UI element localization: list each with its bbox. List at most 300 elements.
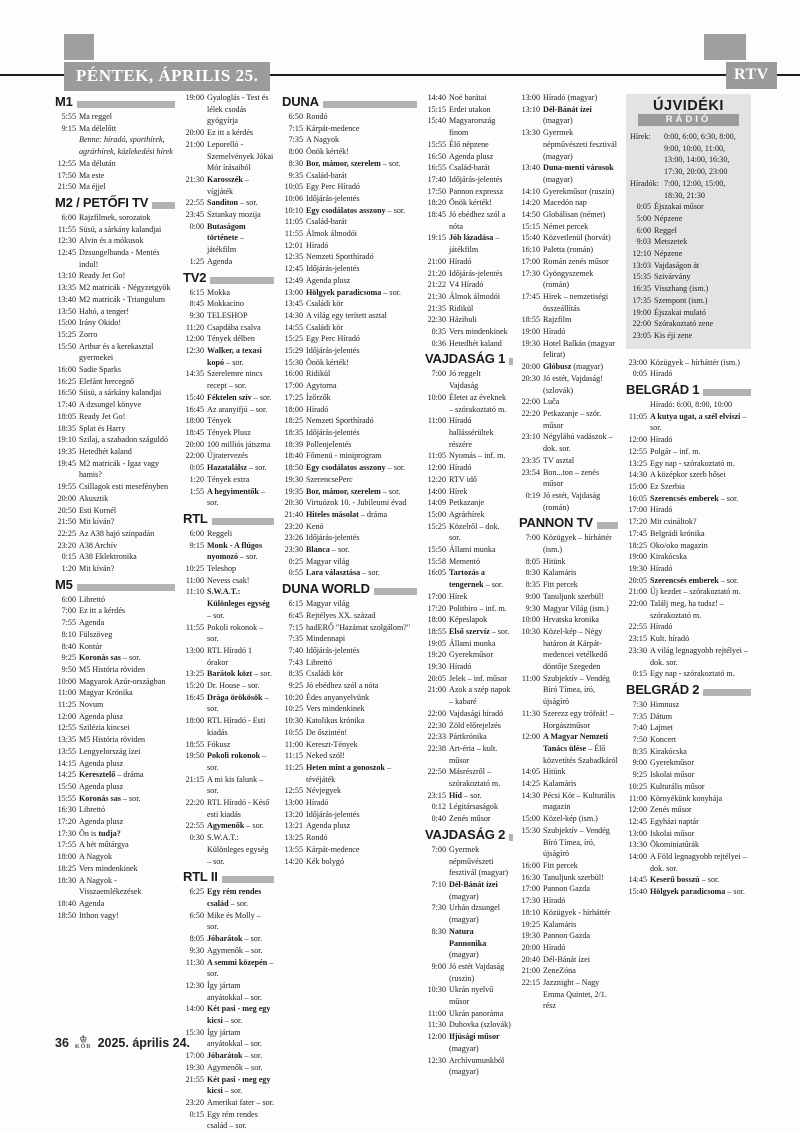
listing-time: 13:20 <box>284 809 303 819</box>
listing-title: Közel-kép (ism.) <box>543 814 598 824</box>
listing-row <box>626 357 751 369</box>
listing-row <box>425 567 511 590</box>
listing-time: 12:35 <box>284 252 303 262</box>
listing-time: 9:25 <box>632 770 647 780</box>
listing-title: Tények <box>207 416 232 426</box>
listing-row <box>425 556 511 568</box>
listing-title: Jóbarátok – sor. <box>207 934 263 944</box>
listing-row <box>425 279 511 291</box>
listing-time: 18:10 <box>521 907 540 917</box>
listing-time: 1:55 <box>189 486 204 496</box>
listing-time: 8:35 <box>525 580 540 590</box>
channel-name: M1 <box>55 94 73 109</box>
listing-row <box>183 575 274 587</box>
listing-time: 15:50 <box>57 781 76 791</box>
listing-time: 11:25 <box>284 762 303 772</box>
listing-title: Család-barát <box>449 163 490 173</box>
radio-times-label: Hírek: <box>630 132 651 141</box>
listing-time: 15:40 <box>185 392 204 402</box>
listing-row <box>519 860 618 872</box>
listing-time: 9:00 <box>525 591 540 601</box>
listing-title: Ridikül <box>449 303 474 313</box>
listing-title: Jó reggelt Vajdaság <box>449 369 481 391</box>
listing-time: 11:30 <box>185 957 204 967</box>
listing-time: 9:15 <box>61 123 76 133</box>
listing-title: Akusztik <box>79 493 109 503</box>
listing-title: Híradó <box>543 942 566 952</box>
listing-title: Kalamáris <box>543 919 577 929</box>
listing-time: 15:35 <box>632 272 651 282</box>
listing-title: Pollenjelentés <box>306 439 352 449</box>
listing-row <box>626 434 751 446</box>
listing-row <box>55 235 175 247</box>
listing-column <box>519 92 626 1012</box>
channel-name: RTL II <box>183 869 218 885</box>
listing-title: Közügyek – hírháttér (ism.) <box>650 357 740 367</box>
listing-time: 17:00 <box>628 505 647 515</box>
listing-row <box>55 364 175 376</box>
listing-row <box>519 813 618 825</box>
listing-title: Szilaj, a szabadon száguldó <box>79 435 169 445</box>
listing-time: 0:12 <box>431 802 446 812</box>
listing-title: A kutya ugat, a szél elviszi – sor. <box>650 411 747 433</box>
listing-time: 20:30 <box>521 373 540 383</box>
channel-header <box>55 196 175 210</box>
listing-time: 22:00 <box>185 451 204 461</box>
channel-header-bar <box>597 522 618 529</box>
listing-time: 17:45 <box>628 528 647 538</box>
listing-time: 7:35 <box>288 135 303 145</box>
listing-time: 9:30 <box>189 945 204 955</box>
listing-time: 17:20 <box>427 603 446 613</box>
listing-title: Első szervíz – sor. <box>449 626 510 636</box>
listing-time: 22:25 <box>57 528 76 538</box>
listing-time: 23:10 <box>521 432 540 442</box>
listing-row <box>282 193 417 205</box>
listing-title: Híradó <box>543 896 566 906</box>
listing-row <box>519 268 618 291</box>
listing-row <box>630 213 747 225</box>
listing-time: 11:15 <box>284 751 303 761</box>
listing-title: Híd – sor. <box>449 790 482 800</box>
listing-row <box>183 310 274 322</box>
listing-time: 18:20 <box>427 198 446 208</box>
listing-title: Nevess csak! <box>207 575 250 585</box>
listing-time: 7:15 <box>288 123 303 133</box>
listing-row <box>183 645 274 668</box>
listing-row <box>425 209 511 232</box>
listing-time: 11:05 <box>284 217 303 227</box>
listing-title: Kis éji zene <box>654 330 693 340</box>
listing-time: 6:45 <box>288 610 303 620</box>
listing-row <box>183 715 274 738</box>
listing-row <box>519 919 618 931</box>
listing-row <box>183 622 274 645</box>
listing-time: 13:00 <box>185 645 204 655</box>
listing-row <box>282 610 417 622</box>
listing-row <box>183 345 274 368</box>
listing-row <box>55 294 175 306</box>
listing-row <box>425 614 511 626</box>
listing-title: Egy rém rendes család – sor. <box>207 1109 258 1131</box>
listing-row <box>519 291 618 314</box>
listing-row <box>519 338 618 361</box>
listing-row <box>55 341 175 364</box>
listing-title: Ukrán panoráma <box>449 1008 504 1018</box>
listing-title: Másrészről – szórakoztató m. <box>449 767 501 789</box>
listing-title: Agenda plusz <box>449 151 494 161</box>
listing-title: A Nagyok <box>306 135 340 145</box>
listing-time: 19:50 <box>185 751 204 761</box>
listing-time: 21:30 <box>427 291 446 301</box>
listing-row <box>183 1074 274 1097</box>
listing-time: 18:40 <box>57 899 76 908</box>
listing-row <box>626 504 751 516</box>
listing-time: 7:10 <box>431 880 446 889</box>
listing-title: Szivárvány <box>654 272 691 282</box>
listing-title: Önök kérték! <box>306 147 349 157</box>
listing-row <box>626 757 751 769</box>
listing-time: 20:00 <box>521 362 540 372</box>
channel-name: PANNON TV <box>519 515 593 531</box>
listing-time: 23:00 <box>628 357 647 367</box>
listing-time: 12:30 <box>185 346 204 356</box>
listing-title: Dzsungelbanda - Mentés indul! <box>79 248 160 269</box>
listing-title: Képeslapok <box>449 615 488 625</box>
channel-header-bar <box>77 101 175 108</box>
listing-title: Időjárás-jelentés <box>306 645 360 655</box>
listing-title: Gyermek népművészeti fesztivál (magyar) <box>449 844 509 878</box>
listing-title: Macedón nap <box>543 198 587 208</box>
listing-title: Egy csodálatos asszony – sor. <box>306 205 406 215</box>
listing-title: A hét műtárgya <box>79 840 129 850</box>
listing-row <box>282 439 417 451</box>
listing-time: 14:25 <box>521 779 540 789</box>
listing-time: 15:29 <box>284 346 303 356</box>
listing-time: 9:25 <box>288 681 303 691</box>
listing-row <box>282 622 417 634</box>
listing-row <box>282 645 417 657</box>
listing-time: 10:06 <box>284 193 303 203</box>
listing-time: 19:30 <box>628 563 647 573</box>
listing-row <box>282 703 417 715</box>
listing-title: A mi kis falunk – sor. <box>207 774 264 796</box>
listing-title: Hetedhét kaland <box>449 338 502 348</box>
listing-time: 12:55 <box>628 446 647 456</box>
listing-title: Mokka <box>207 287 230 297</box>
listing-row <box>183 127 274 139</box>
listing-title: Éjszakai mulató <box>654 307 706 317</box>
listing-row <box>282 856 417 868</box>
listing-title: Jó estét Vajdaság (ruszin) <box>449 961 505 983</box>
listing-time: 18:45 <box>185 427 204 437</box>
listing-title: Agymenők – sor. <box>207 945 263 955</box>
listing-title: Sadie Sparks <box>79 365 122 375</box>
listing-time: 19:00 <box>628 552 647 562</box>
channel-name: TV2 <box>183 269 207 285</box>
listing-row <box>425 368 511 391</box>
listing-time: 20:05 <box>628 575 647 585</box>
listing-title: Álmok álmodói <box>306 229 358 239</box>
listing-title: Mementó <box>449 556 481 566</box>
listing-time: 21:00 <box>427 256 446 266</box>
listing-title: M2 matricák - Négyzetgyök <box>79 283 171 293</box>
listing-row <box>519 256 618 268</box>
listing-time: 8:30 <box>525 568 540 578</box>
listing-title: Fókusz <box>207 739 231 749</box>
listing-time: 23:15 <box>427 790 446 800</box>
listing-row <box>519 373 618 396</box>
listing-row <box>626 746 751 758</box>
listing-row <box>282 170 417 182</box>
listing-title: Ma délelőtt <box>79 123 117 133</box>
listing-time: 15:40 <box>427 116 446 126</box>
listing-time: 11:00 <box>427 416 446 426</box>
listing-time: 18:35 <box>57 423 76 433</box>
listing-time: 13:10 <box>57 271 76 281</box>
listing-row <box>425 708 511 720</box>
listing-title: Ready Jet Go! <box>79 271 126 281</box>
listing-time: 15:00 <box>57 318 76 328</box>
listing-title: SzerencsePerc <box>306 474 353 484</box>
listing-title: Agymenők – sor. <box>207 821 264 831</box>
listing-title: Szubjektív – Vendég Bíró Tímea, író, újságíró <box>543 825 610 859</box>
listing-time: 11:30 <box>427 1020 446 1030</box>
listing-title: Bon...ton – zenés műsor <box>543 467 599 489</box>
listing-title: A Nagyok <box>79 852 113 862</box>
listing-row <box>519 361 618 373</box>
listing-title: Alvin és a mókusok <box>79 236 144 246</box>
page-footer <box>55 1035 190 1050</box>
listing-time: 13:25 <box>185 669 204 679</box>
listing-title: Ridikül <box>306 369 331 379</box>
listing-row <box>55 306 175 318</box>
listing-row <box>519 883 618 895</box>
listing-row <box>55 563 175 575</box>
listing-row <box>183 1003 274 1026</box>
listing-time: 9:50 <box>61 664 76 674</box>
listing-row <box>519 490 618 513</box>
listing-row <box>425 139 511 151</box>
listing-time: 15:00 <box>521 814 540 824</box>
listing-title: Híradó <box>650 622 673 632</box>
listing-row <box>425 766 511 789</box>
channel-name: DUNA WORLD <box>282 581 370 597</box>
listing-row <box>626 399 751 411</box>
listing-title: Pécsi Kör – Kulturális magazin <box>543 790 616 812</box>
listing-title: A világ legnagyobb rejtélyei – dok. sor. <box>650 645 748 667</box>
listing-title: Hölgyek paradicsoma – sor. <box>306 287 401 297</box>
listing-time: 21:40 <box>284 509 303 519</box>
listing-time: 12:55 <box>284 786 303 796</box>
listing-time: 18:00 <box>284 404 303 414</box>
listing-time: 13:00 <box>521 93 540 102</box>
listing-row <box>519 579 618 591</box>
listing-time: 22:20 <box>521 408 540 418</box>
listing-time <box>626 399 650 411</box>
listing-row <box>55 629 175 641</box>
listing-row <box>55 516 175 528</box>
listing-time: 12:00 <box>57 711 76 721</box>
listing-title: Reggeli <box>207 528 233 538</box>
listing-row <box>626 516 751 528</box>
listing-time: 13:25 <box>284 833 303 843</box>
radio-times-label: Híradók: <box>630 178 659 188</box>
listing-title: Jazznight – Nagy Emma Quintet, 2/1. rész <box>543 978 607 1011</box>
listing-row <box>519 455 618 467</box>
listing-row <box>519 221 618 233</box>
listing-time: 22:30 <box>427 720 446 730</box>
listing-row <box>282 134 417 146</box>
listing-row <box>282 427 417 439</box>
listing-row <box>425 673 511 685</box>
listing-row <box>183 197 274 209</box>
radio-times-row <box>630 131 747 178</box>
listing-row <box>626 793 751 805</box>
listing-title: Ma reggel <box>79 112 113 121</box>
listing-time: 19:00 <box>185 93 204 102</box>
listing-row <box>183 910 274 933</box>
listing-title: Kalamáris <box>543 779 577 789</box>
listing-title: Híradó <box>543 327 566 337</box>
listing-row <box>425 486 511 498</box>
listing-title: Elefánt hercegnő <box>79 376 135 386</box>
listing-time: 18:55 <box>185 739 204 749</box>
listing-time: 7:50 <box>632 735 647 745</box>
listing-time: 17:55 <box>57 840 76 850</box>
listing-title: Jelek – inf. műsor <box>449 673 507 683</box>
listing-column <box>183 92 282 1132</box>
listing-time: 19:55 <box>57 482 76 492</box>
listing-title: Közelről – dok. sor. <box>449 521 500 543</box>
listing-time: 17:20 <box>628 517 647 527</box>
listing-title: Fitt percek <box>543 580 578 590</box>
listing-title: TV asztal <box>543 455 575 465</box>
listing-row <box>425 544 511 556</box>
listing-row <box>183 563 274 575</box>
listing-row <box>425 720 511 732</box>
channel-header <box>55 95 175 109</box>
listing-title: Időjárás-jelentés <box>306 346 360 356</box>
listing-time: 13:40 <box>57 294 76 304</box>
listing-title: Népzene <box>654 213 683 223</box>
listing-row <box>55 652 175 664</box>
listing-time: 13:30 <box>628 840 647 850</box>
listing-time: 17:50 <box>427 186 446 196</box>
listing-row <box>55 493 175 505</box>
listing-time: 12:55 <box>57 158 76 168</box>
listing-time: 9:00 <box>431 961 446 971</box>
listing-time: 14:30 <box>628 470 647 480</box>
listing-title: Tartozás a tengernek – sor. <box>449 568 504 590</box>
listing-title: Rondó <box>306 833 328 843</box>
listing-title: Újratervezés <box>207 451 248 461</box>
listing-row <box>55 224 175 236</box>
listing-title: Agymenők – sor. <box>207 1062 263 1072</box>
channel-header <box>425 352 511 366</box>
listing-title: Ma éjjel <box>79 182 106 192</box>
listing-time: 14:09 <box>427 498 446 508</box>
listing-time: 19:25 <box>521 919 540 929</box>
listing-row <box>626 722 751 734</box>
listing-row <box>183 750 274 773</box>
listing-time: 23:20 <box>57 540 76 550</box>
listing-title: Családi kör <box>306 322 344 332</box>
listing-time: 19:20 <box>427 650 446 660</box>
listing-title: Magyar Krónika <box>79 688 133 698</box>
listing-row <box>55 910 175 922</box>
listing-time: 18:30 <box>57 875 76 885</box>
listing-row <box>183 486 274 509</box>
listing-row <box>183 439 274 451</box>
listing-time: 12:00 <box>628 435 647 445</box>
listing-time: 14:15 <box>57 758 76 768</box>
listing-row <box>519 977 618 1012</box>
listing-title: Hitünk <box>543 767 566 777</box>
listing-title: Vers mindenkinek <box>79 863 138 873</box>
listing-row <box>55 111 175 123</box>
listing-time: 14:50 <box>521 210 540 220</box>
listing-time: 14:40 <box>427 93 446 102</box>
listing-row <box>282 404 417 416</box>
listing-time: 21:50 <box>57 182 76 192</box>
channel-header-bar <box>210 277 274 284</box>
listing-time: 10:55 <box>284 727 303 737</box>
listing-row <box>183 221 274 256</box>
listing-title: M2 matricák - Igaz vagy hamis? <box>79 458 160 480</box>
listing-row <box>183 450 274 462</box>
listing-title: Szerezz egy trófeát! – Horgászműsor <box>543 708 614 730</box>
listing-title: Egyházi naptár <box>650 816 699 826</box>
listing-time: 17:30 <box>521 268 540 278</box>
listing-title: Sanditon – sor. <box>207 198 258 208</box>
listing-row <box>183 586 274 621</box>
listing-row <box>183 139 274 174</box>
listing-title: Duhovka (szlovák) <box>449 1020 511 1030</box>
listing-row <box>55 387 175 399</box>
listing-row <box>425 1031 511 1054</box>
listing-time: 14:00 <box>628 852 647 862</box>
listing-row <box>282 544 417 556</box>
listing-title: Koronás sas – sor. <box>79 793 141 803</box>
listing-time: 11:00 <box>427 1008 446 1018</box>
listing-row <box>282 750 417 762</box>
listing-title: Találj meg, ha tudsz! – szórakoztató m. <box>650 599 724 620</box>
listing-row <box>183 174 274 197</box>
listing-row <box>425 1019 511 1031</box>
listing-row <box>282 333 417 345</box>
listing-time: 11:25 <box>57 700 76 710</box>
listing-title: ZeneZóna <box>543 966 576 976</box>
listing-row <box>55 734 175 746</box>
listing-title: Dél-Bánát ízei (magyar) <box>449 880 498 901</box>
listing-title: Jó estét, Vajdaság (román) <box>543 490 601 512</box>
listing-row <box>626 551 751 563</box>
listing-time: 19:30 <box>284 474 303 484</box>
listing-row <box>630 201 747 213</box>
listing-row <box>425 926 511 961</box>
listing-row <box>282 844 417 856</box>
listing-title: Kenó <box>306 521 324 531</box>
listing-row <box>55 781 175 793</box>
listing-row <box>55 898 175 910</box>
listing-time: 12:49 <box>284 275 303 285</box>
listing-row <box>425 626 511 638</box>
listing-row <box>55 664 175 676</box>
listing-title: Hírek – nemzetiségi összeállítás <box>543 291 609 313</box>
listing-time: 13:45 <box>284 299 303 309</box>
listing-time: 14:20 <box>284 856 303 866</box>
